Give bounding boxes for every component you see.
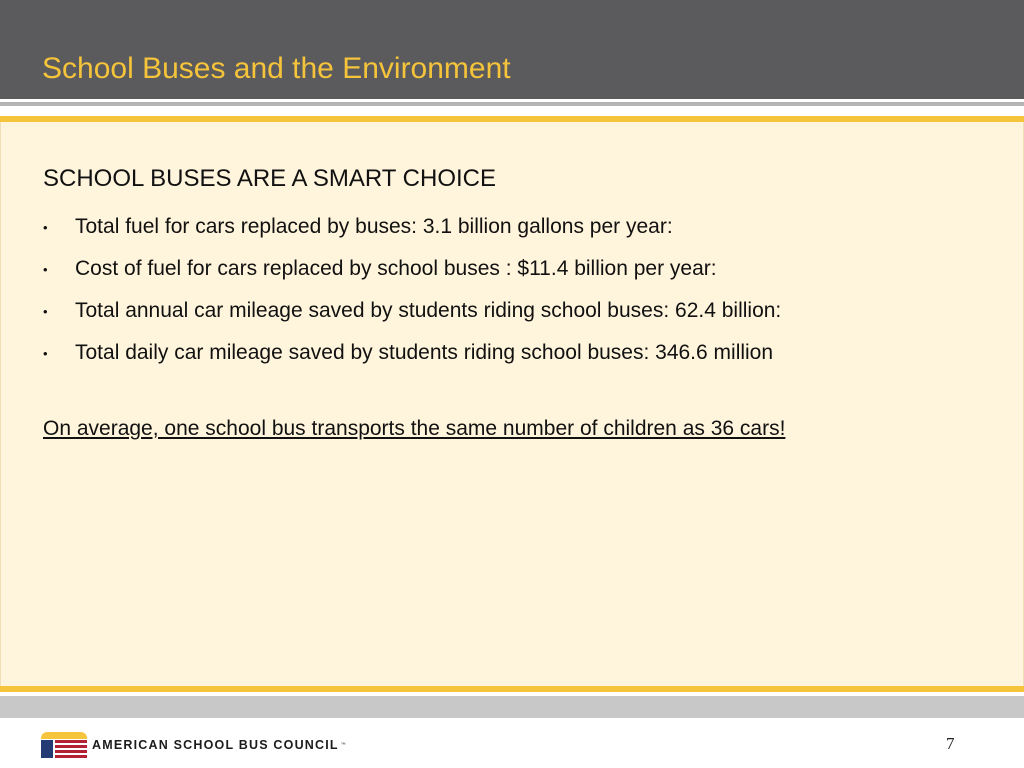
bullet-item: [43, 248, 781, 290]
bullet-dot-icon: •: [43, 261, 48, 277]
bullet-item: [43, 206, 781, 248]
bullet-text: Total daily car mileage saved by students riding school buses: 346.6 million: [75, 341, 774, 364]
bullet-dot-icon: •: [43, 219, 48, 235]
school-bus-flag-icon: [40, 730, 88, 760]
page-number: 7: [946, 734, 955, 753]
section-heading: SCHOOL BUSES ARE A SMART CHOICE: [43, 165, 497, 192]
slide-title: School Buses and the Environment: [42, 52, 511, 85]
bullet-text: Cost of fuel for cars replaced by school buses : $11.4 billion per year:: [75, 257, 717, 280]
logo-trademark: ™: [340, 742, 346, 748]
bullet-text: Total fuel for cars replaced by buses: 3.1 billion gallons per year:: [75, 215, 673, 238]
bullet-item: [43, 332, 781, 374]
bullet-text: Total annual car mileage saved by students riding school buses: 62.4 billion:: [75, 299, 782, 322]
council-logo: [40, 730, 400, 760]
bullet-dot-icon: •: [43, 345, 48, 361]
highlight-statement: On average, one school bus transports the same number of children as 36 cars!: [43, 417, 786, 440]
header-divider-white-lower: [0, 106, 1024, 116]
logo-text: AMERICAN SCHOOL BUS COUNCIL: [92, 738, 339, 752]
bullet-dot-icon: •: [43, 303, 48, 319]
footer-divider-gray: [0, 696, 1024, 718]
bullet-list: [43, 206, 781, 374]
bullet-item: [43, 290, 781, 332]
